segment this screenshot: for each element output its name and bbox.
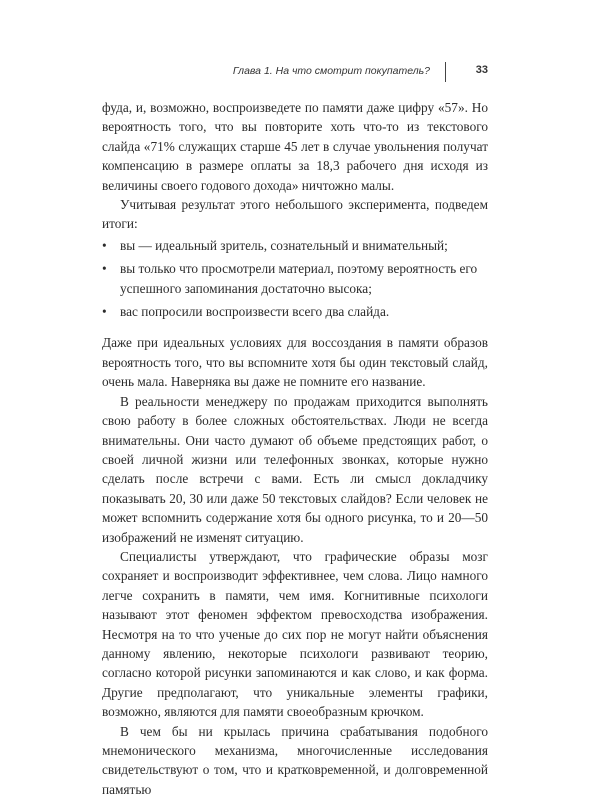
paragraph-2: Учитывая результат этого небольшого эксперимента, подведем итоги:: [102, 197, 488, 232]
page-number: 33: [475, 64, 488, 76]
bullet-icon: •: [102, 261, 107, 277]
bullet-list: [102, 236, 488, 322]
paragraph-6: В чем бы ни крылась причина срабатывания подобного мнемонического механизма, многочисленные исследования свидетельствуют о том, что и кратковременной, и долговременной памятью: [102, 723, 488, 797]
header-divider: [445, 62, 446, 82]
bullet-icon: •: [102, 237, 107, 253]
bullet-icon: •: [102, 304, 107, 320]
list-item-text: вы только что просмотрели материал, поэтому вероятность его успешного запоминания достаточно высока;: [120, 261, 478, 296]
paragraph-4: В реальности менеджеру по продажам приходится выполнять свою работу в более сложных обстоятельствах. Люди не всегда внимательны. Они часто думают об объеме предстоящих работ, о своей личной жизни или телефонных звонках, которые нужно сделать после встречи с вами. Есть ли смысл докладчику показывать 20, 30 или даже 50 текстовых слайдов? Если человек не может вспомнить содержание хотя бы одного рисунка, то и 20—50 изображений не изменят ситуацию.: [102, 393, 488, 545]
page-body: [102, 98, 488, 799]
running-header: [102, 62, 488, 82]
list-item: [102, 236, 488, 255]
list-item: [102, 259, 488, 298]
paragraph-3: Даже при идеальных условиях для воссоздания в памяти образов вероятность того, что вы вспомните хотя бы один текстовый слайд, очень мала. Наверняка вы даже не помните его название.: [102, 335, 488, 390]
list-item-text: вы — идеальный зритель, сознательный и внимательный;: [120, 237, 448, 253]
paragraph-5: Специалисты утверждают, что графические образы мозг сохраняет и воспроизводит эффективнее, чем слова. Лицо намного легче сохранить в памяти, чем имя. Когнитивные психологи называют этот феномен эффектом превосходства изображения. Несмотря на то что ученые до сих пор не могут найти объяснения данному явлению, некоторые психологи развивают теорию, согласно которой рисунки запоминаются и как слово, и как форма. Другие предполагают, что уникальные элементы графики, возможно, являются для памяти своеобразным крючком.: [102, 548, 488, 720]
list-item-text: вас попросили воспроизвести всего два слайда.: [120, 304, 390, 320]
chapter-title: Глава 1. На что смотрит покупатель?: [232, 65, 430, 77]
paragraph-1: фуда, и, возможно, воспроизведете по памяти даже цифру «57». Но вероятность того, что вы повторите хоть что-то из текстового слайда «71% служащих старше 45 лет в случае увольнения получат компенсацию в размере оплаты за 18,3 рабочего дня исходя из величины своего годового дохода» ничтожно малы.: [102, 100, 488, 193]
list-item: [102, 302, 488, 321]
